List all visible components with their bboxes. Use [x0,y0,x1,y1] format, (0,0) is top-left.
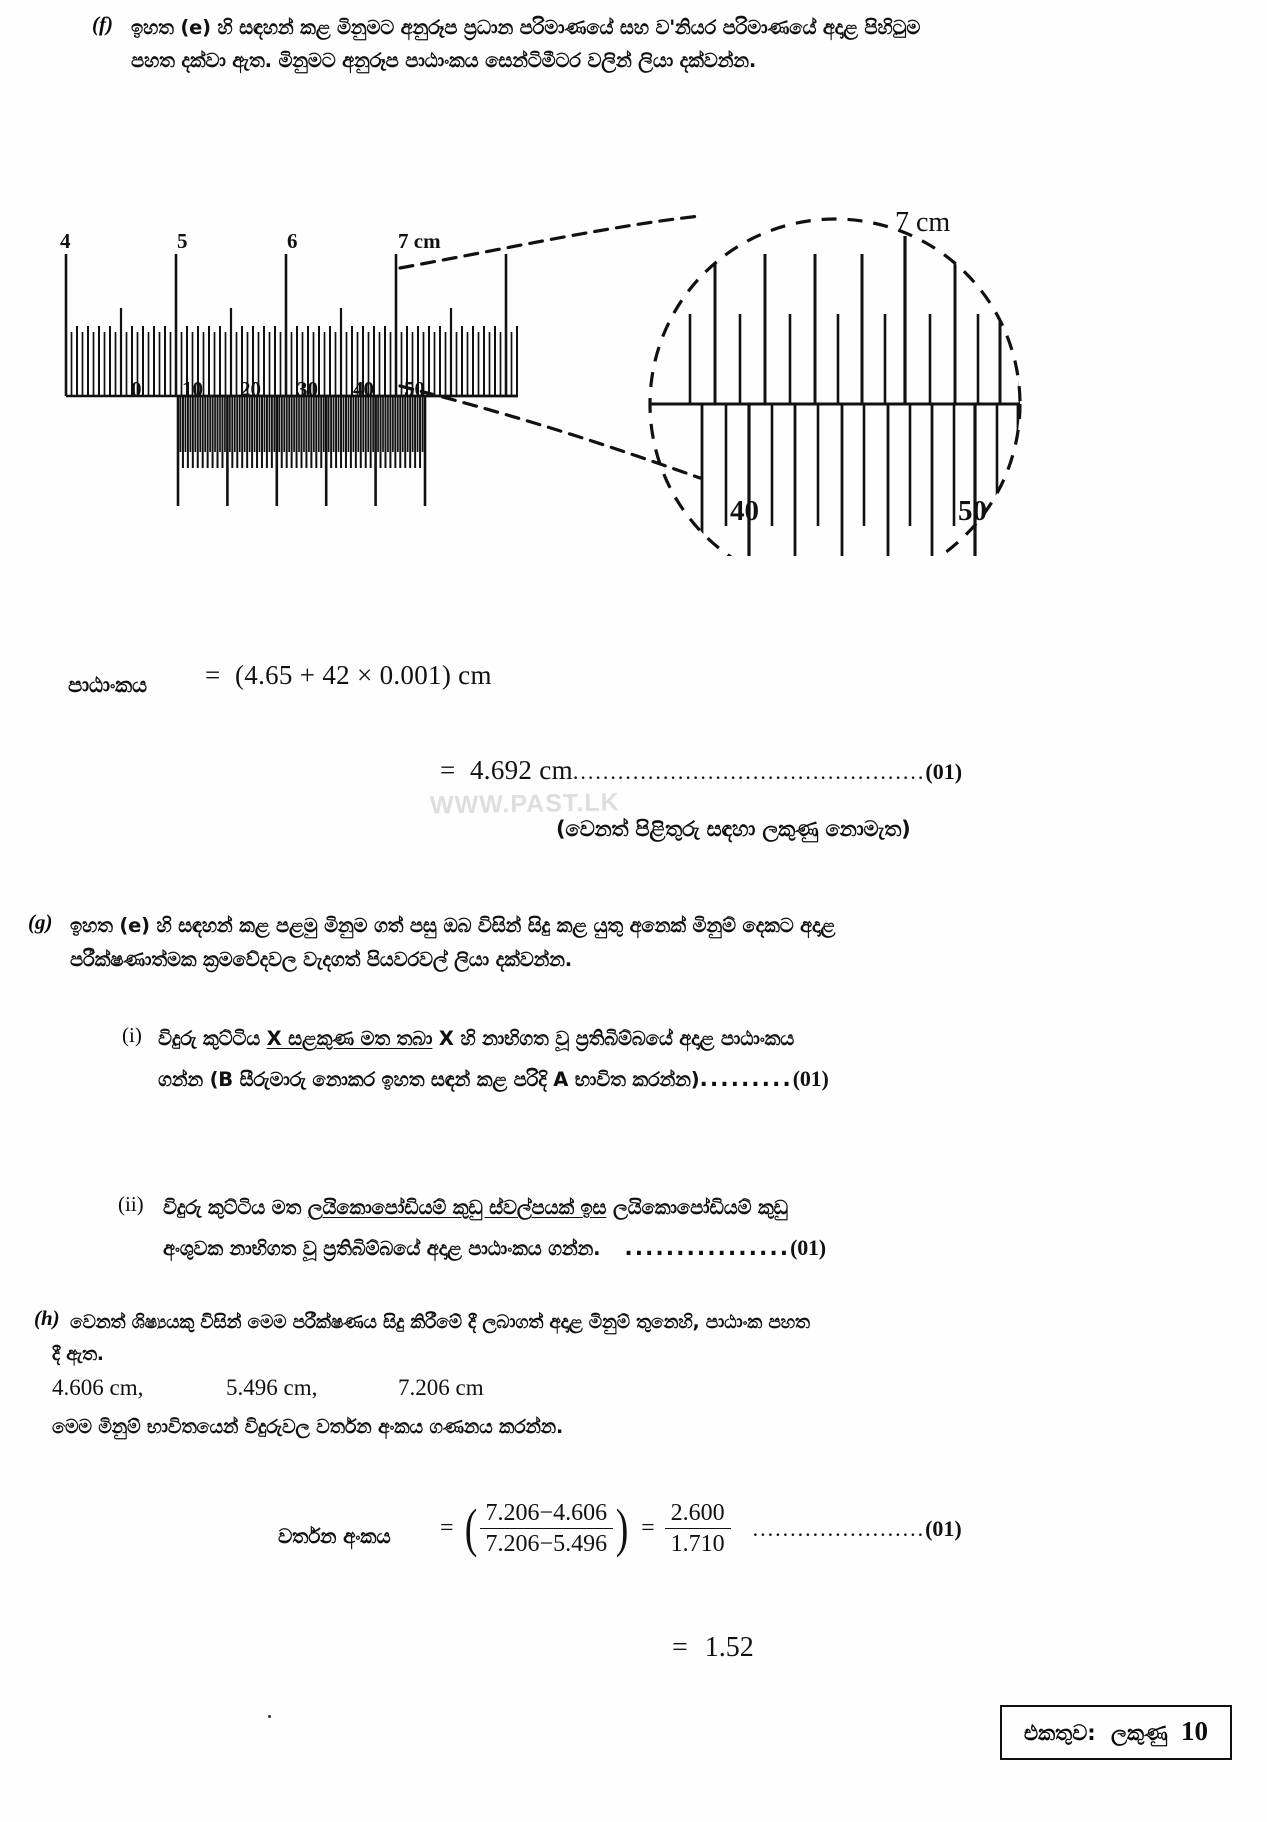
vernier-label-20: 20 [240,377,261,401]
final-equals: = [672,1632,688,1663]
fraction-2-denominator: 1.710 [670,1530,725,1557]
calc-mark: (01) [925,1515,962,1541]
part-g-item-i-line1 [158,1023,1138,1055]
part-f-unit-emphasis: සෙන්ටිමීටර [485,49,581,72]
magnified-label-40: 40 [730,495,759,527]
reading-equation [205,660,492,691]
main-scale-label-7cm: 7 cm [398,229,441,253]
reading-label: පාඨාංකය [68,673,147,697]
vernier-label-10: 10 [182,377,203,401]
part-g-item-i-underlined: X සළකුණ මත තබා [266,1027,433,1050]
vernier-label-50: 50 [404,377,425,401]
fraction-2 [665,1500,731,1558]
fraction-1-numerator: 7.206−4.606 [480,1500,614,1529]
reading-note [556,812,911,846]
left-paren: ( [464,1498,477,1559]
part-f-line1: ඉහත (e) හි සඳහන් කළ මිනුමට අනුරූප ප්‍රධාන පරිමාණයේ සහ ව'නියර පරිමාණයේ අදාළ පිහිටුම [131,16,921,39]
part-g-item-ii-dots: ................ [624,1236,791,1261]
part-g-item-ii-line2 [163,1230,1163,1267]
part-h-label: (h) [34,1306,60,1330]
main-scale-label-5: 5 [177,229,188,253]
part-g-item-ii-l1a: විදුරු කුට්ටිය මත [163,1196,308,1219]
part-f-line2 [131,45,1111,77]
reading-result-line [440,755,962,786]
part-g-item-i-dots: ......... [699,1067,793,1092]
reading-result-mark: (01) [925,759,963,784]
reading-note-b: ) [901,817,911,841]
part-g-item-i-mark: (01) [792,1066,829,1091]
total-marks-box [1000,1705,1232,1760]
part-g-item-i-label: (i) [122,1023,142,1047]
part-f-line2-a: පහත දක්වා ඇත. මිනුමට අනුරූප පාඨාංකය [131,49,486,72]
part-g-line2-rest: ක්‍රමවේදවල වැදගත් පියවරවල් ලියා දක්වන්න. [196,948,572,971]
magnified-label-7cm: 7 cm [895,207,951,238]
marks-label: ලකුණු [1111,1721,1168,1745]
vernier-caliper-diagram [0,86,1267,556]
reading-expression: (4.65 + 42 × 0.001) cm [234,660,492,690]
part-g-item-ii-label: (ii) [118,1192,144,1216]
refractive-index-label: වර්තන අංකය [278,1524,391,1548]
part-h-line3-rest: භාවිතයෙන් විදුරුවල වර්තන අංකය ගණනය කරන්න. [140,1416,563,1438]
main-scale-label-4: 4 [60,229,71,253]
part-g-item-i-l1b: X හි නාභිගත වූ ප්‍රතිබිම්බයේ අදාළ පාඨාංකය [432,1027,795,1050]
reading-note-bold: ලකුණු නොමැත [762,817,902,841]
part-g-item-ii-line1 [163,1192,1153,1224]
part-g-emphasis-1: අනෙක් මිනුම් දෙකට [629,914,794,937]
part-h-line2: දී ඇත. [52,1344,104,1365]
reading-equals: = [205,660,221,690]
measurement-1: 4.606 cm, [52,1375,144,1400]
fraction-2-numerator: 2.600 [665,1500,731,1529]
total-score: 10 [1181,1716,1208,1746]
page-dot-mark [268,1715,271,1718]
part-h-emphasis: මෙම මිනුම් [52,1416,141,1438]
fraction-1-denominator: 7.206−5.496 [485,1530,608,1557]
part-g-item-ii-mark: (01) [790,1235,826,1260]
reading-result-equals: = [440,755,456,785]
part-g-line1 [70,910,1130,942]
part-g-line2 [70,944,1130,976]
reading-result-dots: ............................................... [572,759,926,784]
main-scale-label-6: 6 [287,229,298,253]
part-g-item-i-l1a: විදුරු කුට්ටිය [158,1027,267,1050]
part-g-item-i-line2 [158,1061,1158,1098]
part-g-label: (g) [28,910,53,934]
reading-result-value: 4.692 cm [469,755,573,785]
part-f-line2-b: වලින් ලියා දක්වන්න. [580,49,757,72]
calc-equals-1: = [440,1515,454,1542]
vernier-label-40: 40 [353,377,374,401]
part-g-line1-b: අදාළ [793,914,836,937]
vernier-label-30: 30 [297,377,318,401]
part-g-emphasis-2: පරීක්ෂණාත්මක [70,948,197,971]
measurement-2: 5.496 cm, [226,1375,318,1400]
part-g-item-ii-l2: අංශුවක නාභිගත වූ ප්‍රතිබිම්බයේ අදාළ පාඨාංකය ගන්න. [163,1237,601,1260]
vernier-label-0: 0 [131,377,142,401]
part-h-line3 [52,1412,1052,1443]
fraction-1 [480,1500,614,1558]
right-paren: ) [615,1498,629,1559]
refractive-index-equation [440,1500,962,1558]
final-value: 1.52 [704,1632,754,1663]
part-g-item-ii-l1b: ලයිකොපෝඩියම් කුඩු [606,1196,788,1219]
calc-equals-2: = [641,1515,655,1542]
part-g-line1-a: ඉහත (e) හි සඳහන් කළ පළමු මිනුම ගත් පසු ඔබ විසින් සිදු කළ යුතු [70,914,630,937]
part-h-line1: වෙනත් ශිෂ්‍යයකු විසින් මෙම පරීක්ෂණය සිදු කිරීමේ දී ලබාගත් අදාළ මිනුම් තුනෙහි, පාඨාංක පහත [70,1312,810,1333]
final-result [672,1632,754,1664]
watermark: WWW.PAST.LK [429,788,620,820]
magnified-label-50: 50 [958,495,987,527]
part-g-item-ii-underlined: ලයිකොපෝඩියම් කුඩු ස්වල්පයක් ඉස [307,1196,607,1219]
measurement-3: 7.206 cm [398,1375,484,1400]
total-label: එකතුව: [1023,1721,1096,1745]
reading-note-a: (වෙනත් පිළිතුරු සඳහා [556,817,763,841]
calc-dots: ....................... [752,1515,926,1541]
part-f-label: (f) [92,12,113,36]
part-g-item-i-l2: ගන්න (B සීරුමාරු නොකර ඉහත සඳන් කළ පරිදි A භාවිත කරන්න) [158,1068,700,1091]
